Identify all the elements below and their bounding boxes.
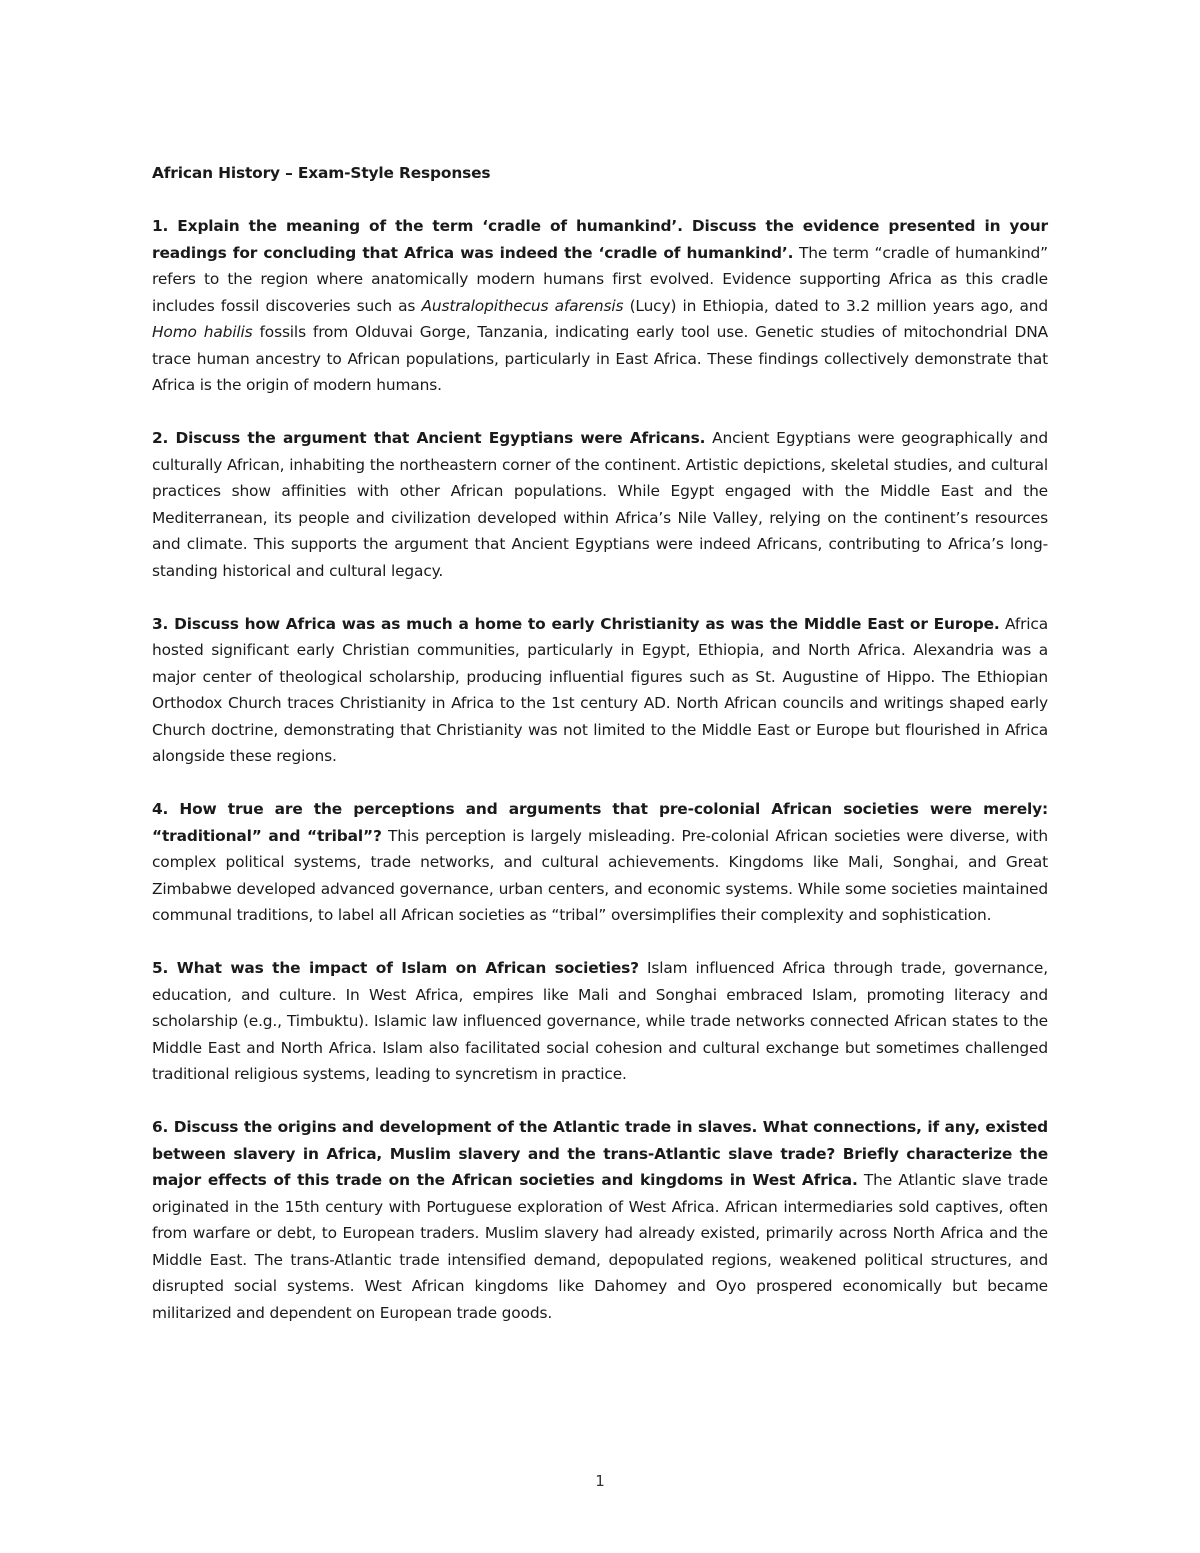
answer-2-text: Ancient Egyptians were geographically and culturally African, inhabiting the northeastern corner of the continent. Artistic depictions, skeletal studies, and cultural practices show affinities with other African populations. While Egypt engaged with the Middle East and the Mediterranean, its people and civilization developed within Africa’s Nile Valley, relying on the continent’s resources and climate. This supports the argument that Ancient Egyptians were indeed Africans, contributing to Africa’s long-standing historical and cultural legacy.	[152, 429, 1048, 580]
answer-4-text: This perception is largely misleading. Pre-colonial African societies were diverse, with complex political systems, trade networks, and cultural achievements. Kingdoms like Mali, Songhai, and Great Zimbabwe developed advanced governance, urban centers, and economic systems. While some societies maintained communal traditions, to label all African societies as “tribal” oversimplifies their complexity and sophistication.	[152, 826, 1048, 924]
question-block-2	[152, 425, 1048, 584]
document-title: African History – Exam-Style Responses	[152, 164, 491, 182]
question-2-text: 2. Discuss the argument that Ancient Egyptians were Africans.	[152, 429, 706, 447]
document-body	[152, 160, 1048, 1353]
answer-1-part-b: (Lucy) in Ethiopia, dated to 3.2 million years ago, and	[623, 296, 1048, 315]
answer-1-part-a: The term “cradle of humankind” refers to the region where anatomically modern humans first evolved. Evidence supporting Africa as this cradle includes fossil discoveries such as	[152, 243, 1048, 315]
answer-1-species-b: Homo habilis	[152, 323, 253, 341]
answer-5-text: Islam influenced Africa through trade, governance, education, and culture. In West Africa, empires like Mali and Songhai embraced Islam, promoting literacy and scholarship (e.g., Timbuktu). Islamic law influenced governance, while trade networks connected African states to the Middle East and North Africa. Islam also facilitated social cohesion and cultural exchange but sometimes challenged traditional religious systems, leading to syncretism in practice.	[152, 959, 1048, 1083]
answer-1-species-a: Australopithecus afarensis	[421, 296, 624, 315]
question-5-text: 5. What was the impact of Islam on African societies?	[152, 959, 639, 977]
question-block-3	[152, 611, 1048, 770]
answer-1-part-c: fossils from Olduvai Gorge, Tanzania, indicating early tool use. Genetic studies of mitochondrial DNA trace human ancestry to African populations, particularly in East Africa. These findings collectively demonstrate that Africa is the origin of modern humans.	[152, 323, 1048, 394]
question-block-6	[152, 1114, 1048, 1326]
question-block-1	[152, 213, 1048, 399]
answer-6-text: The Atlantic slave trade originated in the 15th century with Portuguese exploration of West Africa. African intermediaries sold captives, often from warfare or debt, to European traders. Muslim slavery had already existed, primarily across North Africa and the Middle East. The trans-Atlantic trade intensified demand, depopulated regions, weakened political structures, and disrupted social systems. West African kingdoms like Dahomey and Oyo prospered economically but became militarized and dependent on European trade goods.	[152, 1171, 1048, 1322]
question-4-text: 4. How true are the perceptions and arguments that pre-colonial African societies were merely: “traditional” and “tribal”?	[152, 800, 1048, 845]
answer-3-text: Africa hosted significant early Christian communities, particularly in Egypt, Ethiopia, and North Africa. Alexandria was a major center of theological scholarship, producing influential figures such as St. Augustine of Hippo. The Ethiopian Orthodox Church traces Christianity in Africa to the 1st century AD. North African councils and writings shaped early Church doctrine, demonstrating that Christianity was not limited to the Middle East or Europe but flourished in Africa alongside these regions.	[152, 614, 1048, 765]
question-block-4	[152, 796, 1048, 929]
question-6-text: 6. Discuss the origins and development of the Atlantic trade in slaves. What connections, if any, existed between slavery in Africa, Muslim slavery and the trans-Atlantic slave trade? Briefly characterize the major effects of this trade on the African societies and kingdoms in West Africa.	[152, 1118, 1048, 1189]
question-1-text: 1. Explain the meaning of the term ‘cradle of humankind’. Discuss the evidence presented in your readings for concluding that Africa was indeed the ‘cradle of humankind’.	[152, 217, 1048, 262]
question-block-5	[152, 955, 1048, 1088]
question-3-text: 3. Discuss how Africa was as much a home to early Christianity as was the Middle East or Europe.	[152, 614, 1000, 633]
page-number: 1	[595, 1472, 605, 1490]
